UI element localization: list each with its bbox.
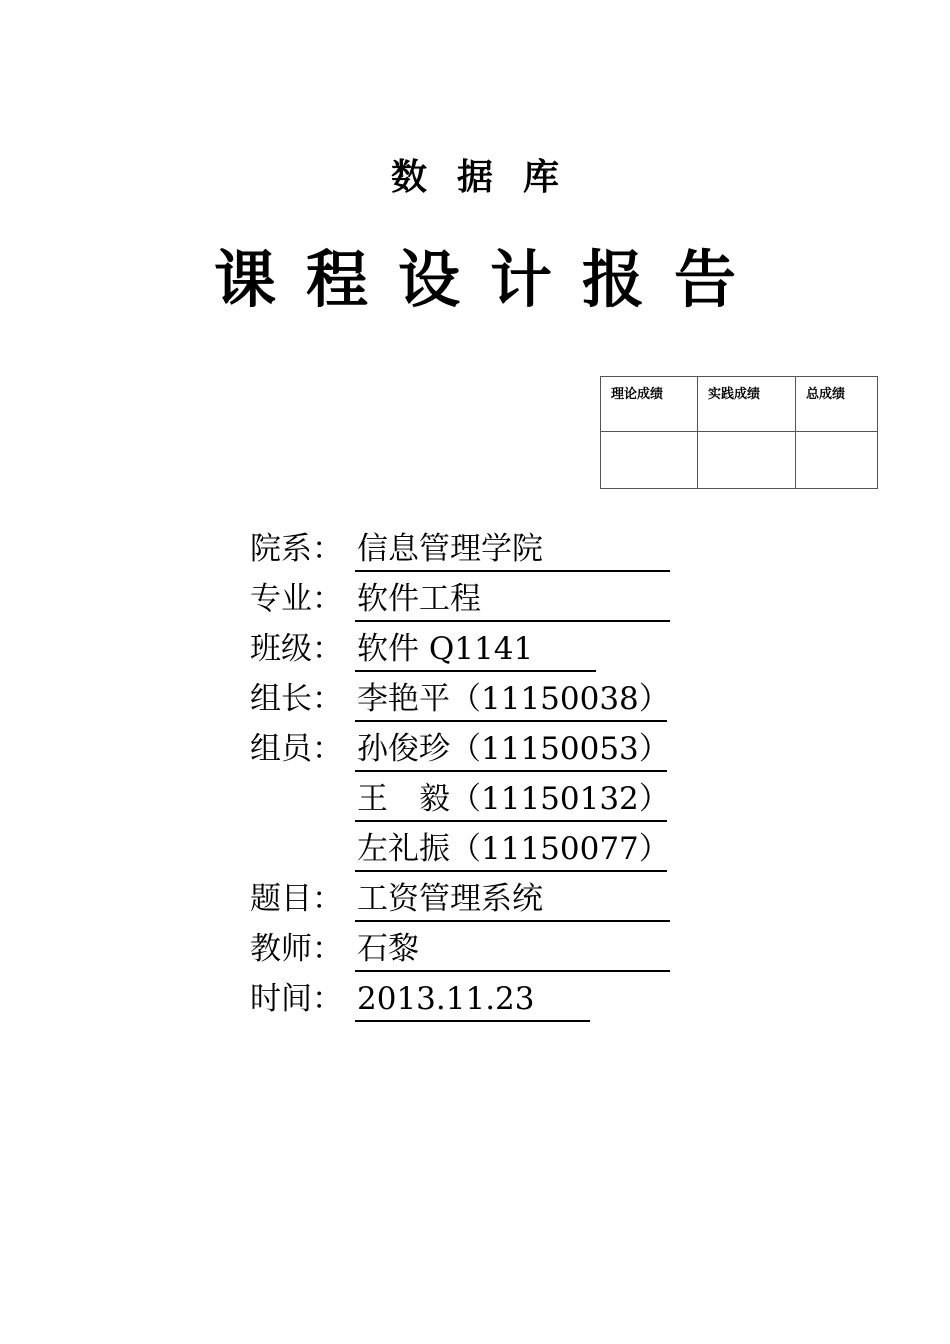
teacher-label: 教师： <box>250 931 343 967</box>
theory-grade-cell <box>601 432 698 489</box>
department-label: 院系： <box>250 531 343 567</box>
topic-label: 题目： <box>250 881 343 917</box>
report-main-title: 课程设计报告 <box>213 243 766 316</box>
grades-table <box>600 376 878 489</box>
member-value: 孙俊珍（11150053） <box>355 728 667 772</box>
member-value: 左礼振（11150077） <box>355 828 667 872</box>
practice-grade-cell <box>698 432 796 489</box>
practice-grade-header: 实践成绩 <box>698 377 796 432</box>
leader-value: 李艳平（11150038） <box>355 678 667 722</box>
leader-row <box>250 678 670 728</box>
class-value: 软件 Q1141 <box>355 628 596 672</box>
cover-info-block <box>250 528 670 1028</box>
topic-row <box>250 878 670 928</box>
topic-value: 工资管理系统 <box>355 878 670 922</box>
major-label: 专业： <box>250 581 343 617</box>
class-label: 班级： <box>250 631 343 667</box>
major-row <box>250 578 670 628</box>
teacher-row <box>250 928 670 978</box>
class-row <box>250 628 670 678</box>
date-value: 2013.11.23 <box>355 978 590 1022</box>
report-subject-title: 数据库 <box>390 156 589 198</box>
member-value: 王 毅（11150132） <box>355 778 667 822</box>
major-value: 软件工程 <box>355 578 670 622</box>
total-grade-header: 总成绩 <box>796 377 878 432</box>
members-label: 组员： <box>250 731 343 767</box>
date-row <box>250 978 670 1028</box>
total-grade-cell <box>796 432 878 489</box>
department-row <box>250 528 670 578</box>
department-value: 信息管理学院 <box>355 528 670 572</box>
member-row <box>250 828 670 878</box>
member-row <box>250 778 670 828</box>
member-row <box>250 728 670 778</box>
leader-label: 组长： <box>250 681 343 717</box>
date-label: 时间： <box>250 981 343 1017</box>
teacher-value: 石黎 <box>355 928 670 972</box>
theory-grade-header: 理论成绩 <box>601 377 698 432</box>
